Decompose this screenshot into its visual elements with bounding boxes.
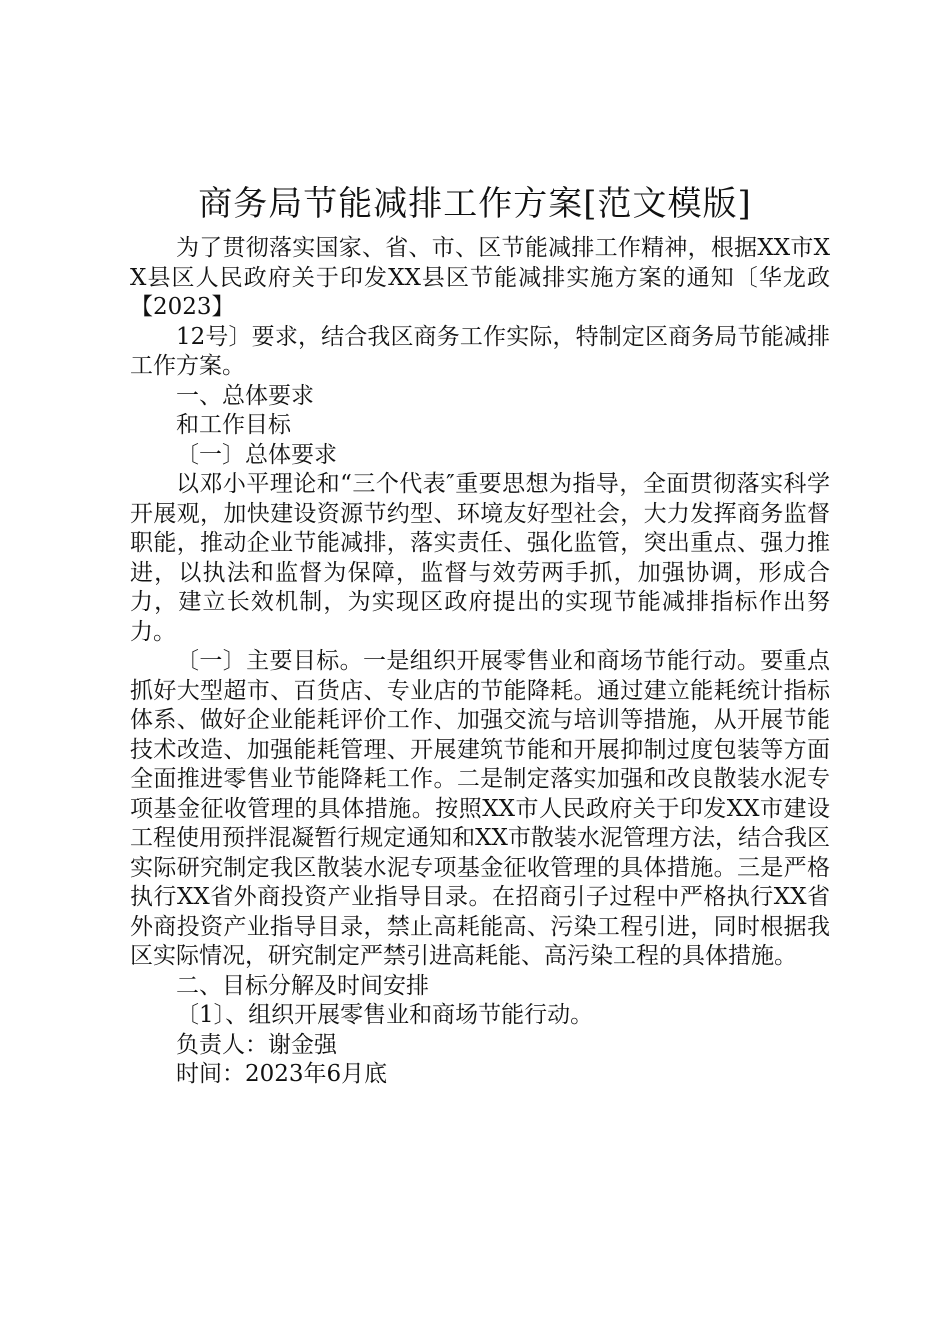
- general-requirements-paragraph: 以邓小平理论和“三个代表″重要思想为指导，全面贯彻落实科学开展观，加快建设资源节约型、环境友好型社会，大力发挥商务监督职能，推动企业节能减排，落实责任、强化监管，突出重点、强力推进，以执法和监督为保障，监督与效劳两手抓，加强协调，形成合力，建立长效机制，为实现区政府提出的实现节能减排指标作出努力。: [130, 471, 830, 645]
- section-heading-2: 二、目标分解及时间安排: [176, 972, 429, 999]
- section-heading-1: 一、总体要求: [176, 382, 314, 409]
- task-item-1: 〔1〕、组织开展零售业和商场节能行动。: [176, 1002, 594, 1028]
- intro-paragraph-continued: 12号〕要求，结合我区商务工作实际，特制定区商务局节能减排工作方案。: [130, 323, 830, 379]
- responsible-person: 负责人：谢金强: [176, 1031, 337, 1058]
- main-goals-paragraph: 〔一〕主要目标。一是组织开展零售业和商场节能行动。要重点抓好大型超市、百货店、专业店的节能降耗。通过建立能耗统计指标体系、做好企业能耗评价工作、加强交流与培训等措施，从开展节能技术改造、加强能耗管理、开展建筑节能和开展抑制过度包装等方面全面推进零售业节能降耗工作。二是制定落实加强和改良散装水泥专项基金征收管理的具体措施。按照XX市人民政府关于印发XX市建设工程使用预拌混凝暂行规定通知和XX市散装水泥管理方法，结合我区实际研究制定我区散装水泥专项基金征收管理的具体措施。三是严格执行XX省外商投资产业指导目录。在招商引子过程中严格执行XX省外商投资产业指导目录，禁止高耗能高、污染工程引进，同时根据我区实际情况，研究制定严禁引进高耗能、高污染工程的具体措施。: [130, 648, 830, 969]
- document-title: 商务局节能减排工作方案[范文模版]: [198, 184, 752, 224]
- deadline: 时间：2023年6月底: [176, 1061, 388, 1087]
- document-body: [130, 234, 830, 1090]
- subsection-heading-general: 〔一〕总体要求: [176, 441, 337, 468]
- section-heading-1-continued: 和工作目标: [176, 412, 291, 438]
- intro-paragraph: 为了贯彻落实国家、省、市、区节能减排工作精神，根据XX市XX县区人民政府关于印发XX县区节能减排实施方案的通知〔华龙政【2023】: [130, 235, 830, 320]
